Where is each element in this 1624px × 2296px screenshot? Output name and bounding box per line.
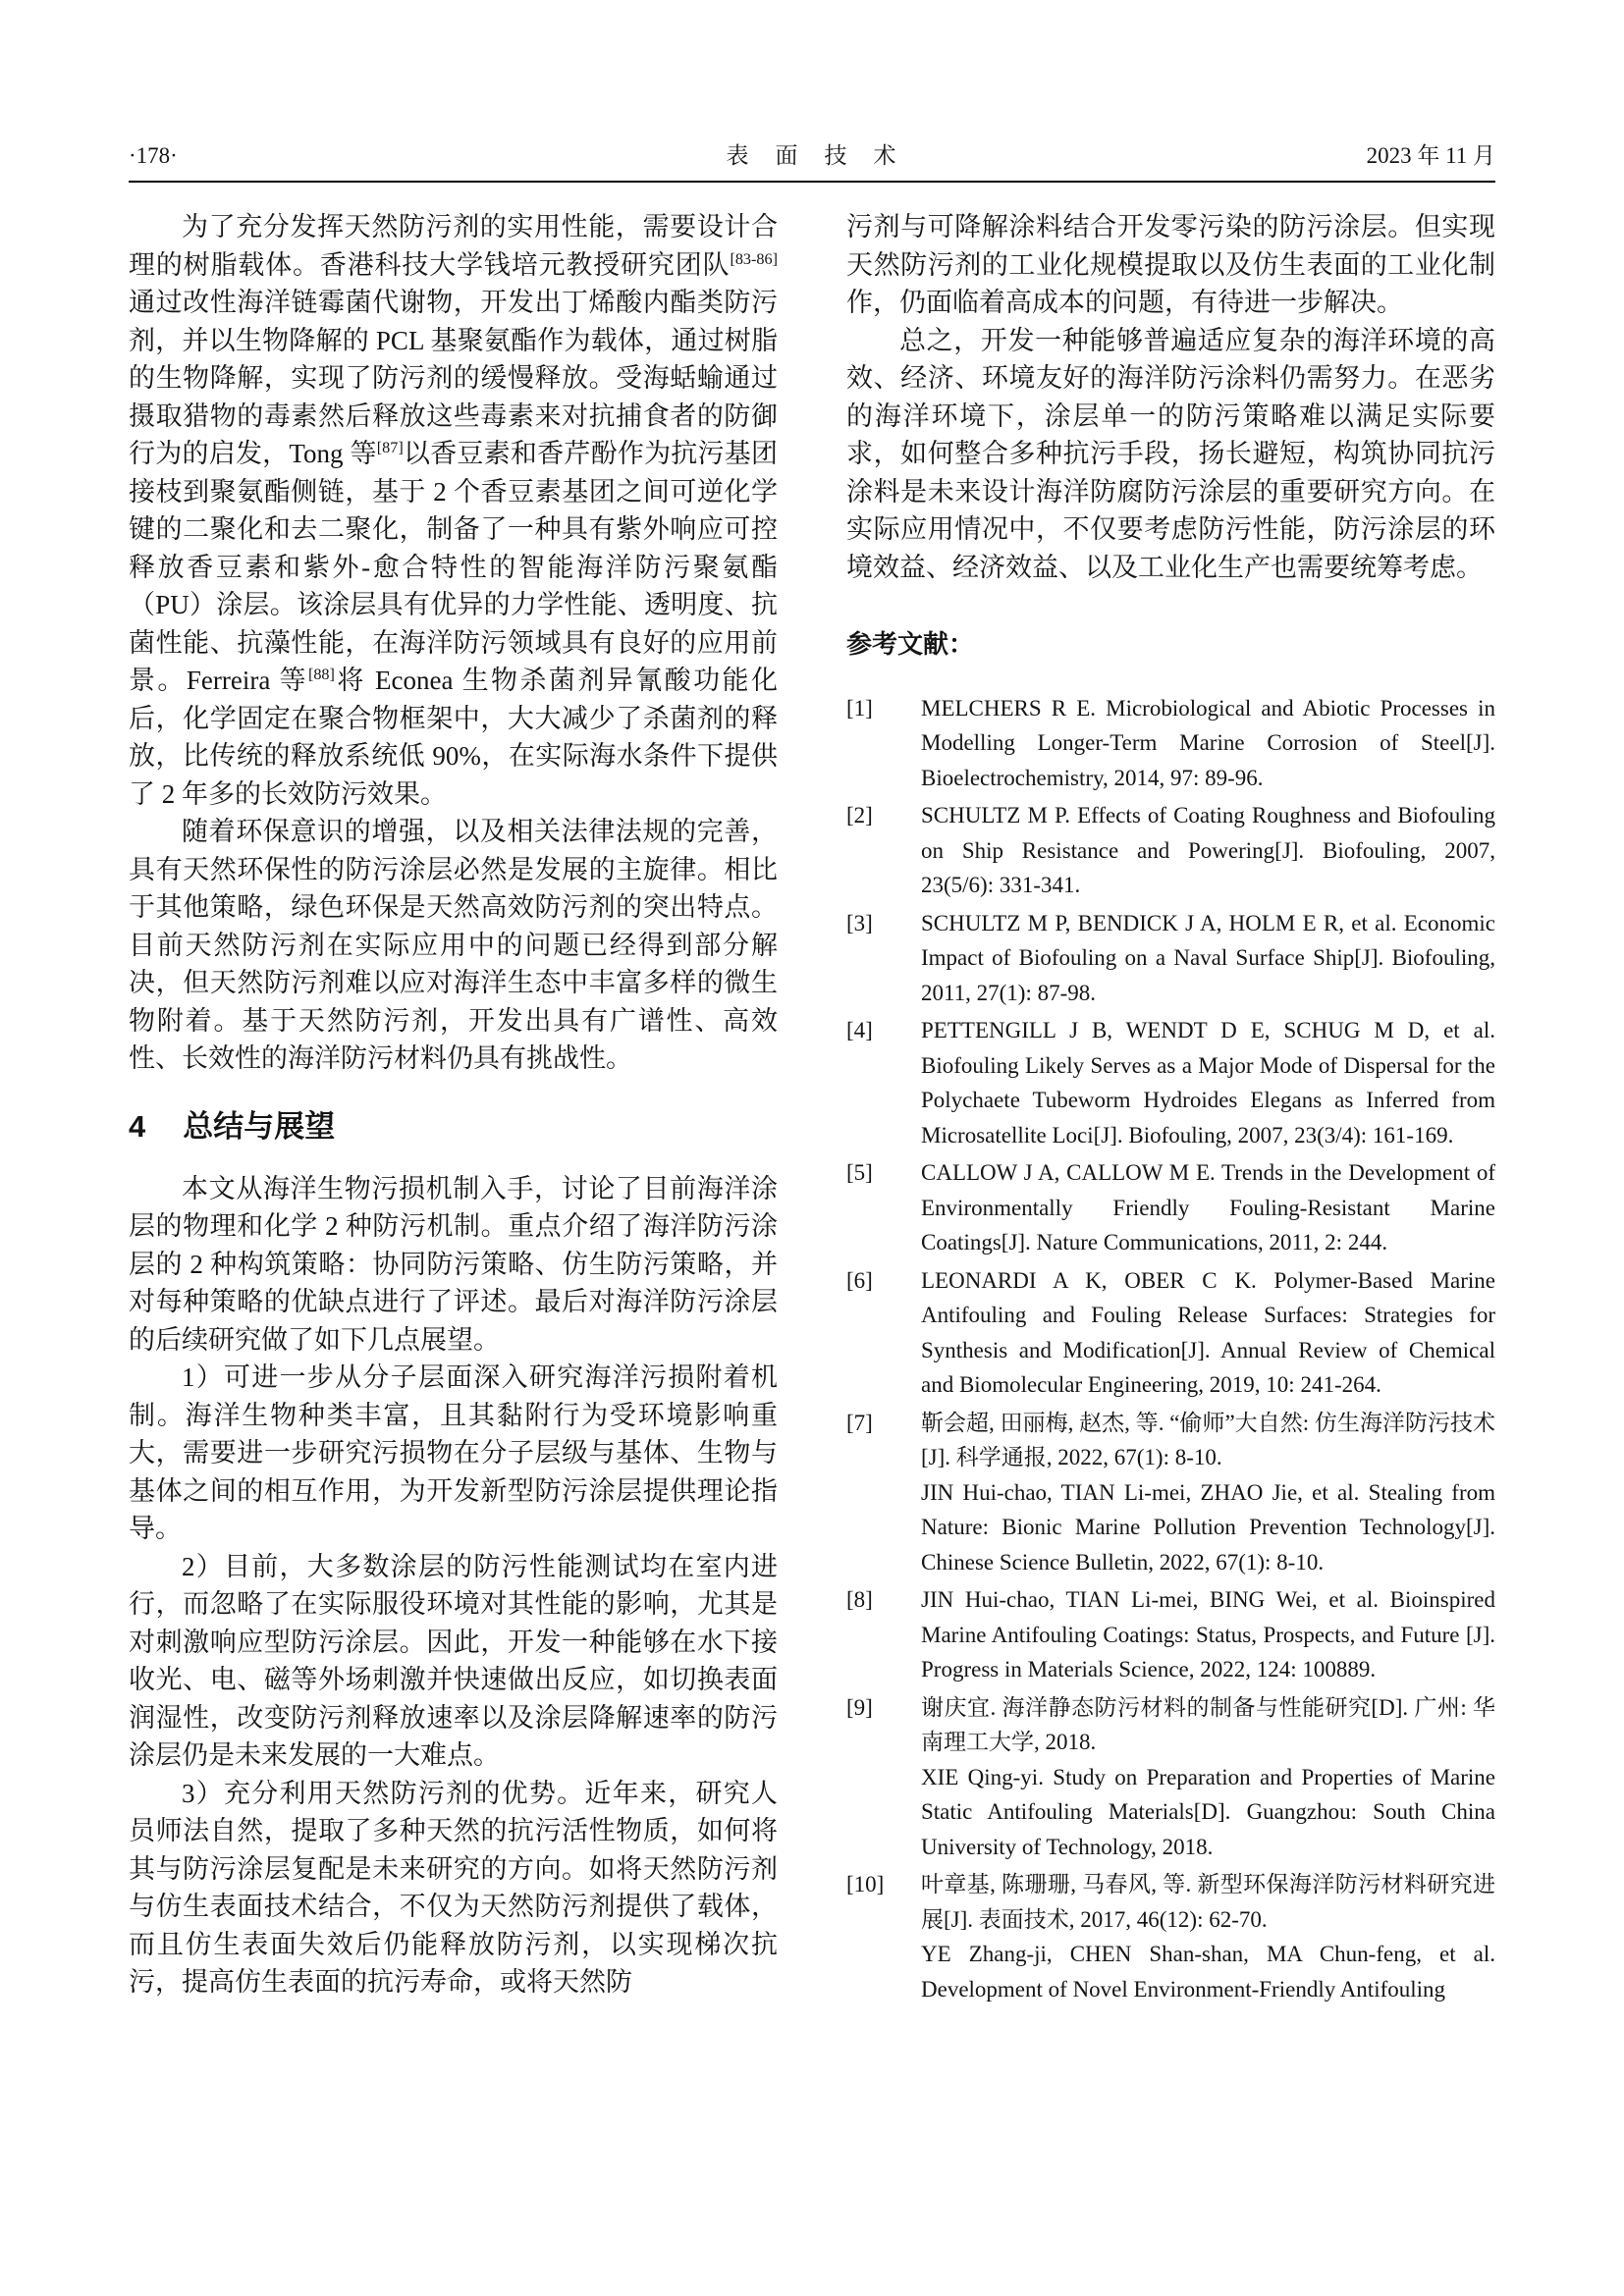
reference-translation: YE Zhang-ji, CHEN Shan-shan, MA Chun-feng, et al. Development of Novel Environment-Friendly Antifouling [921,1942,1495,2002]
reference-number: [9] [846,1694,873,1720]
reference-item [846,906,1495,1011]
paragraph [129,208,778,813]
paragraph-text: 为了充分发挥天然防污剂的实用性能，需要设计合理的树脂载体。香港科技大学钱培元教授研究团队 [129,212,778,280]
reference-body [921,691,1495,796]
reference-number: [5] [846,1160,873,1185]
reference-translation: JIN Hui-chao, TIAN Li-mei, ZHAO Jie, et al. Stealing from Nature: Bionic Marine Pollution Prevention Technology[J]. Chinese Science Bulletin, 2022, 67(1): 8-10. [921,1479,1495,1575]
reference-text: 叶章基, 陈珊珊, 马春风, 等. 新型环保海洋防污材料研究进展[J]. 表面技术, 2017, 46(12): 62-70. [921,1872,1495,1932]
paragraph: 2）目前，大多数涂层的防污性能测试均在室内进行，而忽略了在实际服役环境对其性能的影响，尤其是对刺激响应型防污涂层。因此，开发一种能够在水下接收光、电、磁等外场刺激并快速做出反应，如切换表面润湿性，改变防污剂释放速率以及涂层降解速率的防污涂层仍是未来发展的一大难点。 [129,1551,778,1771]
two-column-body [129,208,1495,2009]
reference-text: SCHULTZ M P, BENDICK J A, HOLM E R, et al. Economic Impact of Biofouling on a Naval Surface Ship[J]. Biofouling, 2011, 27(1): 87-98. [921,910,1495,1005]
reference-body [921,798,1495,903]
reference-item [846,1263,1495,1403]
reference-number: [10] [846,1872,885,1896]
reference-item [846,1013,1495,1152]
citation-superscript: [87] [376,439,404,456]
header-rule [129,181,1495,183]
paragraph-text: 以香豆素和香芹酚作为抗污基团接枝到聚氨酯侧链，基于 2 个香豆素基团之间可逆化学键的二聚化和去二聚化，制备了一种具有紫外响应可控释放香豆素和紫外-愈合特性的智能海洋防污聚氨酯（PU）涂层。该涂层具有优异的力学性能、透明度、抗菌性能、抗藻性能，在海洋防污领域具有良好的应用前景。Ferreira 等 [129,439,779,695]
paragraph-text: 将 Econea 生物杀菌剂异氰酸功能化后，化学固定在聚合物框架中，大大减少了杀菌剂的释放，比传统的释放系统低 90%，在实际海水条件下提供了 2 年多的长效防污效果。 [129,666,778,809]
reference-body [921,1582,1495,1687]
reference-item [846,1690,1495,1865]
references-list [846,691,1495,2007]
reference-body [921,906,1495,1011]
reference-number: [8] [846,1587,873,1612]
reference-text: 靳会超, 田丽梅, 赵杰, 等. “偷师”大自然: 仿生海洋防污技术[J]. 科学通报, 2022, 67(1): 8-10. [921,1410,1495,1469]
reference-number: [2] [846,803,873,828]
reference-number: [1] [846,695,873,721]
section-heading [129,1107,778,1147]
citation-superscript: [83-86] [730,249,778,268]
running-head [129,137,1495,170]
paragraph: 随着环保意识的增强，以及相关法律法规的完善，具有天然环保性的防污涂层必然是发展的主旋律。相比于其他策略，绿色环保是天然高效防污剂的突出特点。目前天然防污剂在实际应用中的问题已经得到部分解决，但天然防污剂难以应对海洋生态中丰富多样的微生物附着。基于天然防污剂，开发出具有广谱性、高效性、长效性的海洋防污材料仍具有挑战性。 [129,817,778,1073]
reference-item [846,1867,1495,2006]
page-number: ·178· [129,143,178,168]
reference-translation: XIE Qing-yi. Study on Preparation and Properties of Marine Static Antifouling Materials[D]. Guangzhou: South China University of Technology, 2018. [921,1764,1495,1859]
reference-number: [3] [846,910,873,935]
reference-text: CALLOW J A, CALLOW M E. Trends in the Development of Environmentally Friendly Fouling-Resistant Marine Coatings[J]. Nature Communications, 2011, 2: 244. [921,1160,1495,1255]
reference-body [921,1155,1495,1260]
reference-text: JIN Hui-chao, TIAN Li-mei, BING Wei, et al. Bioinspired Marine Antifouling Coatings: Status, Prospects, and Future [J]. Progress in Materials Science, 2022, 124: 100889. [921,1587,1495,1682]
reference-item [846,691,1495,796]
section-number: 4 [129,1108,146,1144]
paragraph: 本文从海洋生物污损机制入手，讨论了目前海洋涂层的物理和化学 2 种防污机制。重点介绍了海洋防污涂层的 2 种构筑策略：协同防污策略、仿生防污策略，并对每种策略的优缺点进行了评述。最后对海洋防污涂层的后续研究做了如下几点展望。 [129,1173,778,1355]
reference-body [921,1867,1495,2006]
issue-date: 2023 年 11 月 [1366,143,1495,168]
paragraph-continuation: 污剂与可降解涂料结合开发零污染的防污涂层。但实现天然防污剂的工业化规模提取以及仿生表面的工业化制作，仍面临着高成本的问题，有待进一步解决。 [846,212,1495,317]
references-heading: 参考文献： [846,629,975,659]
reference-number: [4] [846,1018,873,1042]
reference-body [921,1263,1495,1403]
reference-item [846,1155,1495,1260]
paragraph-text: 通过改性海洋链霉菌代谢物，开发出丁烯酸内酯类防污剂，并以生物降解的 PCL 基聚氨酯作为载体，通过树脂的生物降解，实现了防污剂的缓慢释放。受海蛞蝓通过摄取猎物的毒素然后释放这些毒素来对抗捕食者的防御行为的启发，Tong 等 [129,288,778,468]
reference-number: [7] [846,1410,873,1435]
reference-text: LEONARDI A K, OBER C K. Polymer-Based Marine Antifouling and Fouling Release Surfaces: Strategies for Synthesis and Modification[J]. Annual Review of Chemical and Biomolecular Engineering, 2019, 10: 241-264. [921,1267,1495,1397]
right-column [846,208,1495,2009]
reference-item [846,1406,1495,1580]
journal-title: 表 面 技 术 [726,143,898,168]
section-title: 总结与展望 [183,1108,336,1144]
reference-body [921,1690,1495,1865]
paragraph: 3）充分利用天然防污剂的优势。近年来，研究人员师法自然，提取了多种天然的抗污活性物质，如何将其与防污涂层复配是未来研究的方向。如将天然防污剂与仿生表面技术结合，不仅为天然防污剂提供了载体，而且仿生表面失效后仍能释放防污剂，以实现梯次抗污，提高仿生表面的抗污寿命，或将天然防 [129,1778,778,1998]
reference-body [921,1406,1495,1580]
reference-item [846,798,1495,903]
reference-number: [6] [846,1267,873,1293]
reference-text: SCHULTZ M P. Effects of Coating Roughness and Biofouling on Ship Resistance and Powering[J]. Biofouling, 2007, 23(5/6): 331-341. [921,803,1495,897]
left-column [129,208,778,2009]
reference-text: 谢庆宜. 海洋静态防污材料的制备与性能研究[D]. 广州: 华南理工大学, 2018. [921,1694,1495,1754]
reference-text: MELCHERS R E. Microbiological and Abiotic Processes in Modelling Longer-Term Marine Corrosion of Steel[J]. Bioelectrochemistry, 2014, 97: 89-96. [921,695,1495,790]
reference-body [921,1013,1495,1152]
citation-superscript: [88] [307,666,335,683]
reference-item [846,1582,1495,1687]
reference-text: PETTENGILL J B, WENDT D E, SCHUG M D, et al. Biofouling Likely Serves as a Major Mode of Dispersal for the Polychaete Tubeworm Hydroides Elegans as Inferred from Microsatellite Loci[J]. Biofouling, 2007, 23(3/4): 161-169. [921,1018,1495,1148]
paragraph: 总之，开发一种能够普遍适应复杂的海洋环境的高效、经济、环境友好的海洋防污涂料仍需努力。在恶劣的海洋环境下，涂层单一的防污策略难以满足实际要求，如何整合多种抗污手段，扬长避短，构筑协同抗污涂料是未来设计海洋防腐防污涂层的重要研究方向。在实际应用情况中，不仅要考虑防污性能，防污涂层的环境效益、经济效益、以及工业化生产也需要统筹考虑。 [846,325,1495,582]
paragraph: 1）可进一步从分子层面深入研究海洋污损附着机制。海洋生物种类丰富，且其黏附行为受环境影响重大，需要进一步研究污损物在分子层级与基体、生物与基体之间的相互作用，为开发新型防污涂层提供理论指导。 [129,1362,778,1544]
